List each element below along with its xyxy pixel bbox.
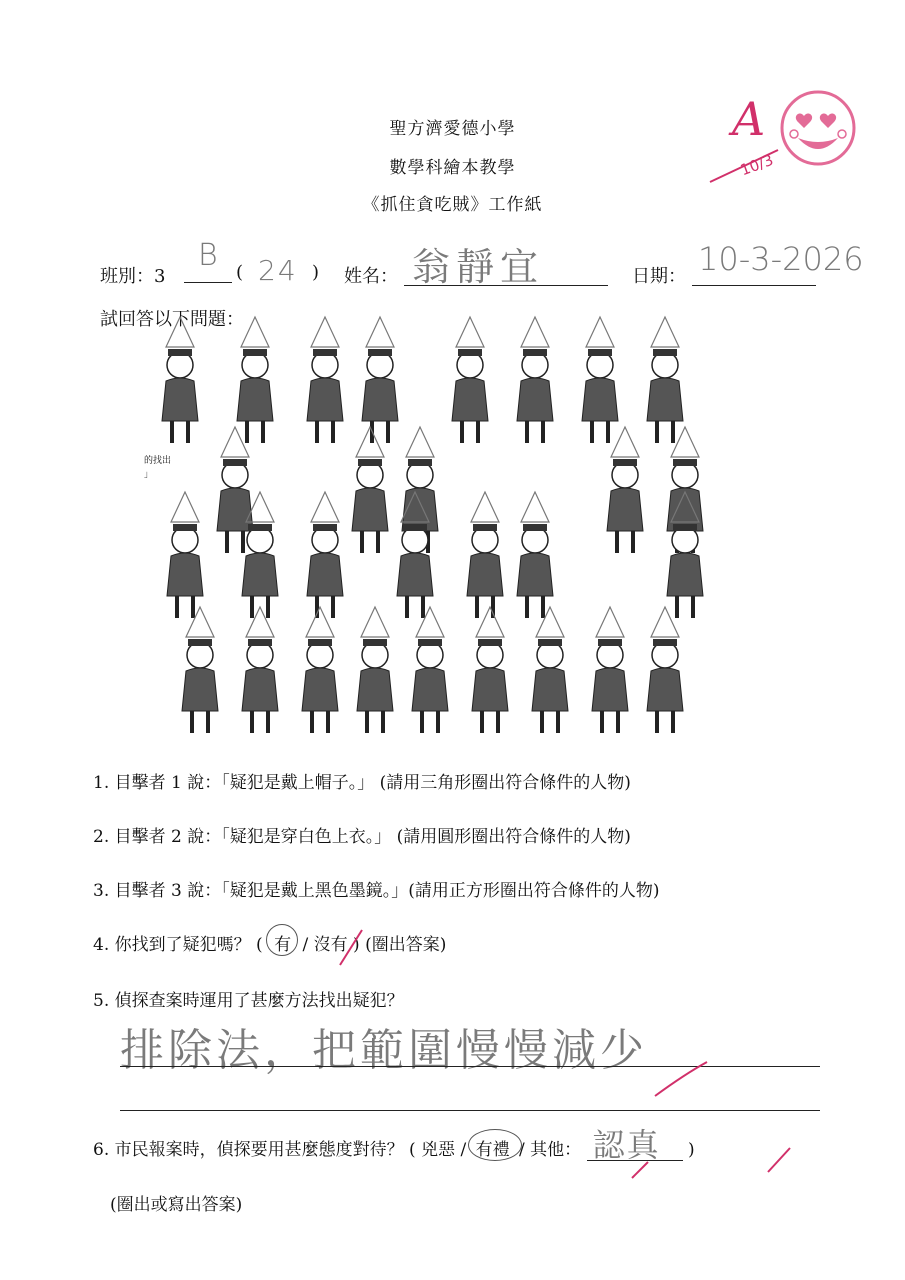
school-name: 聖方濟愛德小學 [389, 119, 516, 139]
question-5-answer: 排除法，把範圍慢慢減少 [120, 1025, 648, 1076]
question-6-suffix: ) [687, 1140, 695, 1160]
check-mark [632, 1162, 648, 1178]
option-polite-label: 有禮 [475, 1140, 510, 1160]
question-2: 2. 目擊者 2 說：「疑犯是穿白色上衣。」 (請用圓形圈出符合條件的人物) [93, 827, 631, 847]
question-1: 1. 目擊者 1 說：「疑犯是戴上帽子。」 (請用三角形圈出符合條件的人物) [93, 773, 631, 793]
question-3: 3. 目擊者 3 說：「疑犯是戴上黑色墨鏡。」(請用正方形圈出符合條件的人物) [93, 881, 660, 901]
illustration-fragment-2: 」 [144, 470, 154, 480]
subject-title: 數學科繪本教學 [389, 158, 516, 178]
other-label: 其他： [530, 1140, 582, 1160]
option-separator-1: / [460, 1140, 467, 1160]
check-mark [340, 930, 362, 965]
worksheet-title: 《抓住貪吃賊》工作紙 [362, 195, 543, 215]
question-4-prefix: 4. 你找到了疑犯嗎？ ( [93, 935, 263, 955]
instruction: 試回答以下問題： [100, 309, 244, 330]
grade-letter: A [732, 92, 766, 146]
illustration-fragment: 的找出 [144, 456, 172, 466]
student-name: 翁靜宜 [412, 245, 545, 289]
question-6-note: (圈出或寫出答案) [110, 1195, 243, 1215]
name-label: 姓名： [344, 266, 398, 287]
check-mark [768, 1148, 790, 1172]
number-close: ) [312, 262, 320, 283]
class-label: 班別：3 [100, 266, 166, 287]
class-value: B [198, 238, 220, 273]
number-open: ( [236, 262, 244, 283]
option-yes-label: 有 [274, 935, 292, 955]
student-number: 24 [258, 254, 298, 287]
other-value: 認真 [592, 1126, 661, 1164]
grade-score: 10/3 [737, 150, 776, 180]
date-value: 10-3-2026 [698, 240, 864, 278]
option-no[interactable]: 沒有 [313, 935, 348, 955]
question-5: 5. 偵探查案時運用了甚麼方法找出疑犯？ [93, 991, 404, 1011]
check-mark [655, 1062, 707, 1096]
question-4-suffix: ) (圈出答案) [353, 935, 447, 955]
option-fierce[interactable]: 兇惡 [421, 1140, 456, 1160]
question-6-prefix: 6. 市民報案時，偵探要用甚麼態度對待？ ( [93, 1140, 416, 1160]
option-separator: / [302, 935, 309, 955]
date-label: 日期： [632, 266, 686, 287]
option-separator-2: / [519, 1140, 525, 1160]
